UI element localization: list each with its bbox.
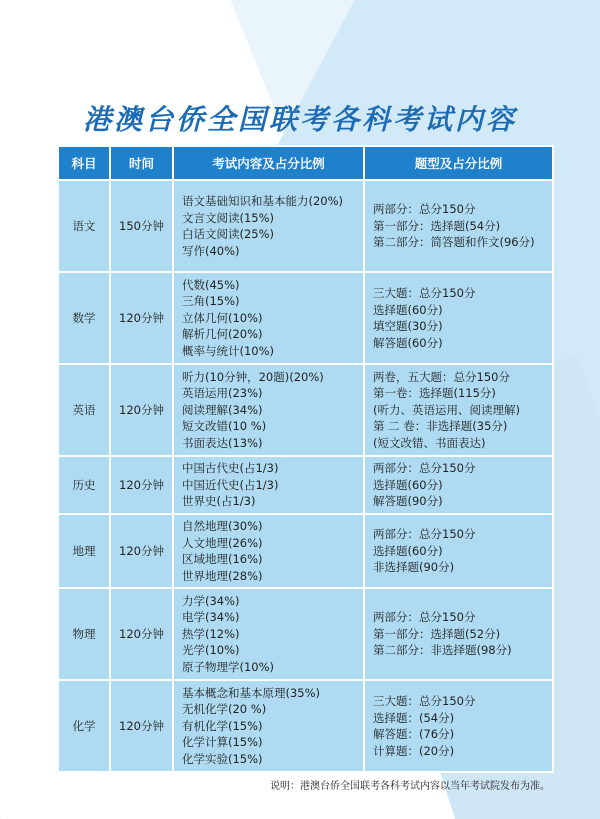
time-cell: 120分钟: [110, 272, 173, 364]
types-line: 填空题(30分): [373, 319, 443, 333]
types-line: 两部分：总分150分: [373, 202, 476, 217]
subject-cell: 历史: [58, 456, 110, 514]
content-line: 人文地理(26%): [182, 535, 263, 550]
types-line: 三大题：总分150分: [373, 286, 476, 300]
time-cell: 150分钟: [110, 180, 173, 272]
types-line: 非选择题(90分): [373, 560, 455, 575]
content-line: 阅读理解(34%): [182, 402, 263, 417]
types-line: 解答题(60分): [373, 335, 443, 350]
content-line: 化学计算(15%): [182, 735, 263, 750]
content-cell: [173, 588, 364, 680]
types-line: 三大题：总分150分: [373, 694, 476, 708]
table-row: [58, 680, 553, 772]
subject-cell: 英语: [58, 364, 110, 456]
types-cell: [364, 456, 553, 514]
content-line: 自然地理(30%): [182, 519, 263, 533]
time-cell: 120分钟: [110, 456, 173, 514]
content-line: 基本概念和基本原理(35%): [182, 685, 321, 700]
table-header-row: [58, 146, 553, 180]
types-line: (听力、英语运用、阅读理解): [373, 402, 520, 417]
types-cell: [364, 514, 553, 588]
table-row: [58, 364, 553, 456]
types-line: 解答题：(76分): [373, 727, 455, 741]
types-line: 选择题(60分): [373, 477, 443, 492]
types-cell: [364, 364, 553, 456]
content-cell: [173, 456, 364, 514]
content-line: 解析几何(20%): [182, 327, 263, 342]
subject-cell: 物理: [58, 588, 110, 680]
subject-cell: 语文: [58, 180, 110, 272]
content-line: 代数(45%): [182, 277, 240, 292]
types-line: (短文改错、书面表达): [373, 435, 486, 450]
content-line: 中国近代史(占1/3): [182, 477, 279, 492]
types-cell: [364, 680, 553, 772]
time-cell: 120分钟: [110, 588, 173, 680]
types-line: 第一部分：选择题(52分): [373, 626, 501, 641]
time-cell: 120分钟: [110, 680, 173, 772]
header-types: 题型及占分比例: [364, 146, 553, 180]
types-line: 解答题(90分): [373, 494, 443, 509]
footnote: 说明：港澳台侨全国联考各科考试内容以当年考试院发布为准。: [270, 781, 550, 792]
types-line: 第一卷：选择题(115分): [373, 386, 496, 401]
content-line: 书面表达(13%): [182, 435, 263, 450]
types-line: 第 二 卷：非选择题(35分): [373, 419, 508, 434]
types-line: 计算题：(20分): [373, 743, 455, 758]
types-line: 两部分：总分150分: [373, 527, 476, 542]
types-line: 选择题(60分): [373, 543, 443, 558]
content-line: 语文基础知识和基本能力(20%): [182, 194, 344, 208]
table-row: [58, 588, 553, 680]
content-line: 短文改错(10 %): [182, 419, 267, 434]
content-cell: [173, 364, 364, 456]
page-title: 港澳台侨全国联考各科考试内容: [82, 103, 517, 136]
types-line: 选择题：(54分): [373, 710, 455, 725]
content-line: 写作(40%): [182, 243, 240, 258]
types-line: 第二部分：简答题和作文(96分): [373, 235, 535, 250]
table-row: [58, 272, 553, 364]
subject-cell: 数学: [58, 272, 110, 364]
subject-cell: 地理: [58, 514, 110, 588]
table-row: [58, 180, 553, 272]
content-line: 世界地理(28%): [182, 568, 263, 583]
types-line: 两卷，五大题：总分150分: [373, 369, 510, 384]
types-line: 两部分：总分150分: [373, 461, 476, 476]
content-line: 世界史(占1/3): [182, 494, 256, 509]
header-subject: 科目: [58, 146, 110, 180]
content-line: 热学(12%): [182, 626, 240, 641]
content-line: 概率与统计(10%): [182, 343, 275, 358]
time-cell: 120分钟: [110, 514, 173, 588]
content-line: 有机化学(15%): [182, 718, 263, 733]
content-line: 原子物理学(10%): [182, 659, 275, 674]
content-cell: [173, 180, 364, 272]
table-row: [58, 514, 553, 588]
subject-cell: 化学: [58, 680, 110, 772]
content-line: 电学(34%): [182, 610, 240, 625]
content-line: 文言文阅读(15%): [182, 210, 275, 225]
content-line: 力学(34%): [182, 593, 240, 608]
content-line: 无机化学(20 %): [182, 702, 267, 717]
header-time: 时间: [110, 146, 173, 180]
content-line: 白话文阅读(25%): [182, 227, 275, 241]
content-line: 区域地理(16%): [182, 552, 263, 566]
content-line: 英语运用(23%): [182, 386, 263, 401]
table-row: [58, 456, 553, 514]
content-cell: [173, 272, 364, 364]
types-line: 两部分：总分150分: [373, 610, 476, 625]
content-line: 化学实验(15%): [182, 751, 263, 766]
exam-content-table: [57, 145, 554, 773]
types-cell: [364, 588, 553, 680]
header-content: 考试内容及占分比例: [173, 146, 364, 180]
content-cell: [173, 514, 364, 588]
types-line: 第二部分：非选择题(98分): [373, 643, 512, 658]
content-line: 光学(10%): [182, 643, 240, 658]
types-line: 选择题(60分): [373, 302, 443, 317]
content-line: 立体几何(10%): [182, 310, 263, 325]
content-line: 中国古代史(占1/3): [182, 461, 279, 476]
content-line: 听力(10分钟，20题)(20%): [182, 369, 324, 384]
types-cell: [364, 272, 553, 364]
content-line: 三角(15%): [182, 294, 240, 309]
time-cell: 120分钟: [110, 364, 173, 456]
types-cell: [364, 180, 553, 272]
types-line: 第一部分：选择题(54分): [373, 218, 501, 233]
content-cell: [173, 680, 364, 772]
